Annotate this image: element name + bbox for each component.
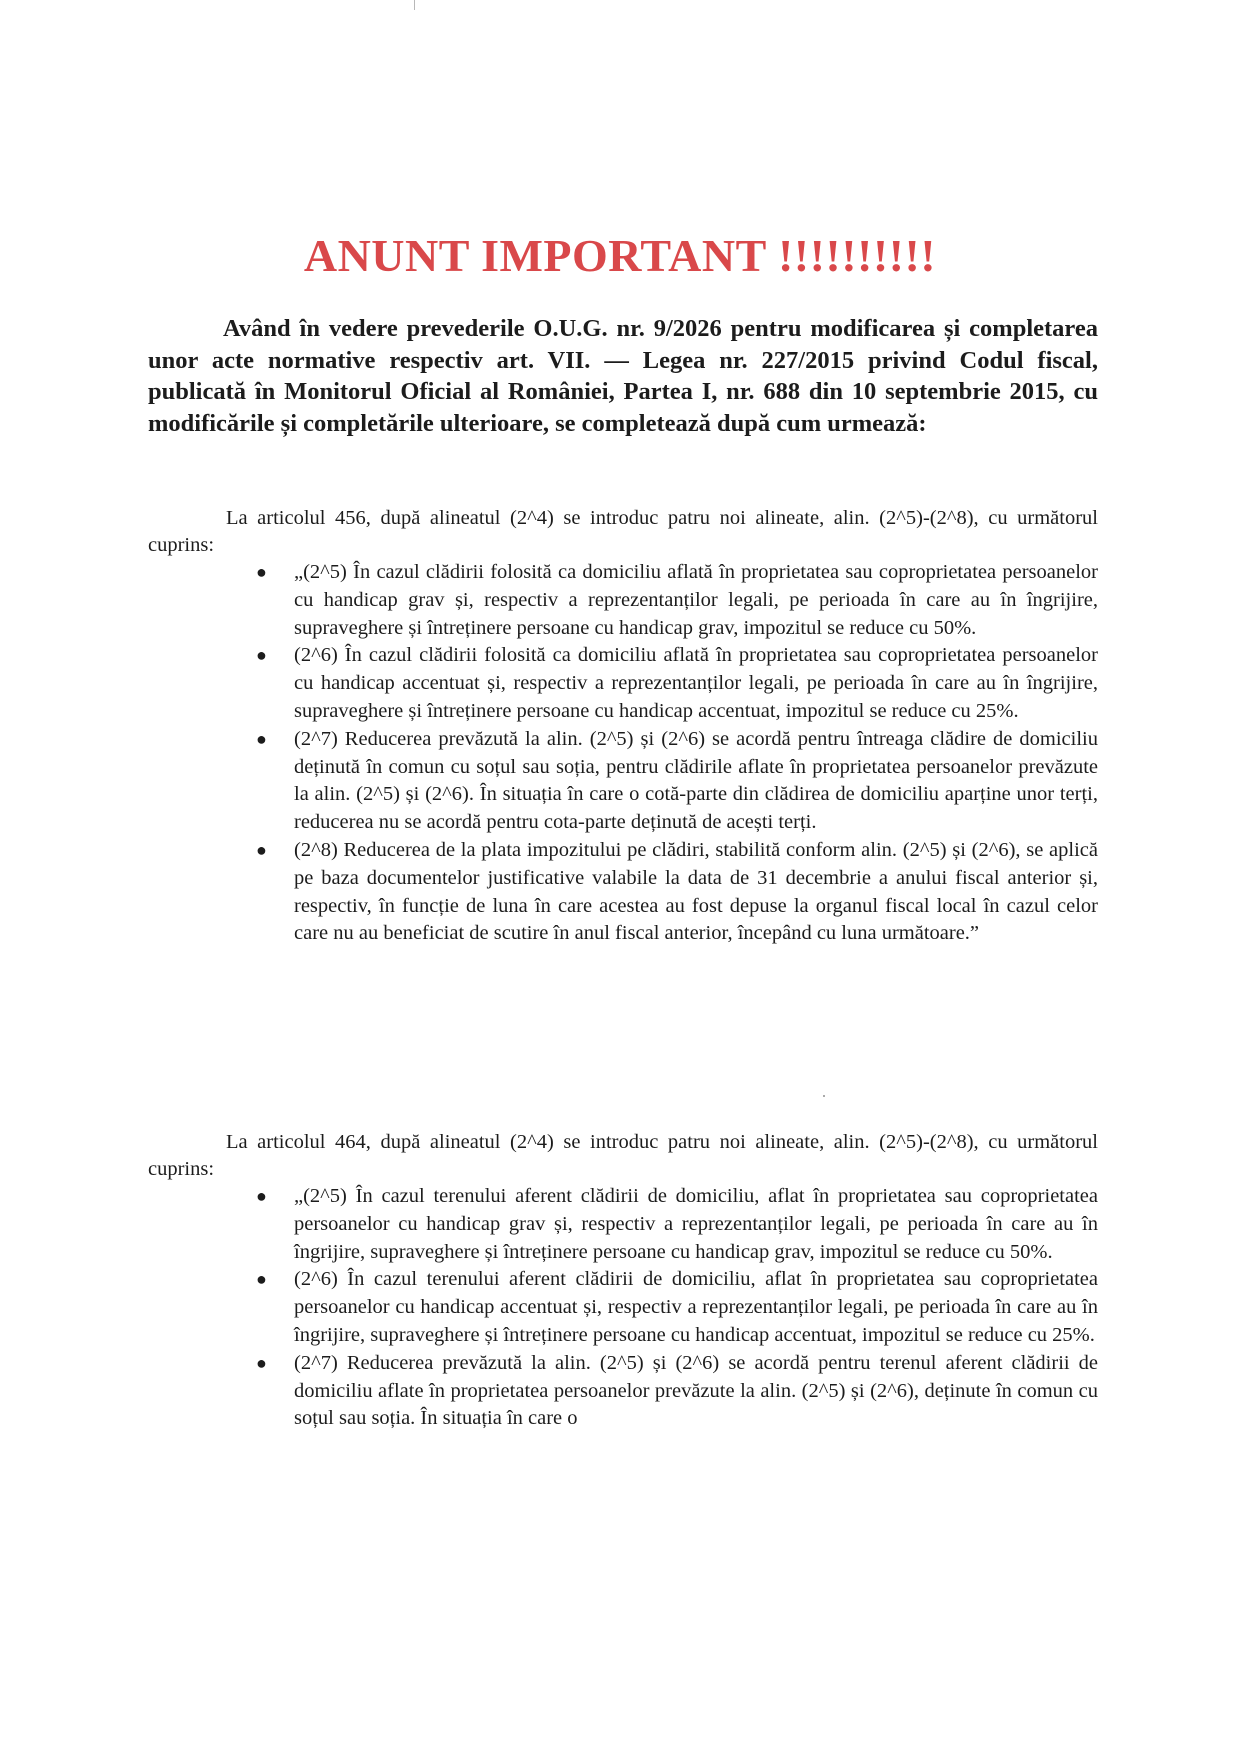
list-item — [148, 1350, 1098, 1433]
section-article-464 — [148, 1129, 1098, 1433]
list-item — [148, 1183, 1098, 1266]
list-item — [148, 837, 1098, 948]
item-list — [148, 1183, 1098, 1433]
bullet-icon: ● — [256, 562, 267, 582]
bullet-icon: ● — [256, 1352, 267, 1373]
list-item — [148, 1266, 1098, 1349]
list-item — [148, 642, 1098, 725]
section-article-456 — [148, 505, 1098, 948]
list-item — [148, 559, 1098, 642]
section-heading: La articolul 456, după alineatul (2^4) se introduc patru noi alineate, alin. (2^5)-(2^8), cu următorul cuprins: — [148, 507, 1098, 556]
item-list — [148, 559, 1098, 948]
bullet-icon: ● — [256, 728, 267, 749]
scan-speck — [823, 1095, 825, 1097]
list-item-text: „(2^5) În cazul terenului aferent clădirii de domiciliu, aflat în proprietatea sau coproprietatea persoanelor cu handicap grav și, respectiv a reprezentanților legali, pe perioada în care au în îngrijire, supraveghere și întreținere persoane cu handicap grav, impozitul se reduce cu 50%. — [294, 1185, 1098, 1263]
list-item-text: (2^6) În cazul terenului aferent clădirii de domiciliu, aflat în proprietatea sau coproprietatea persoanelor cu handicap accentuat și, respectiv a reprezentanților legali, pe perioada în care au în îngrijire, supraveghere și întreținere persoane cu handicap accentuat, impozitul se reduce cu 25%. — [294, 1268, 1098, 1346]
scan-mark — [414, 0, 415, 10]
list-item-text: „(2^5) În cazul clădirii folosită ca domiciliu aflată în proprietatea sau coproprietatea persoanelor cu handicap grav și, respectiv a reprezentanților legali, pe perioada în care au în îngrijire, supraveghere și întreținere persoane cu handicap grav, impozitul se reduce cu 50%. — [294, 561, 1098, 639]
list-item-text: (2^6) În cazul clădirii folosită ca domiciliu aflată în proprietatea sau coproprietatea persoanelor cu handicap accentuat și, respectiv a reprezentanților legali, pe perioada în care au în îngrijire, supraveghere și întreținere persoane cu handicap accentuat, impozitul se reduce cu 25%. — [294, 644, 1098, 722]
bullet-icon: ● — [256, 1269, 267, 1290]
bullet-icon: ● — [256, 839, 267, 860]
list-item-text: (2^7) Reducerea prevăzută la alin. (2^5) și (2^6) se acordă pentru întreaga clădire de domiciliu deținută în comun cu soțul sau soția, pentru clădirile aflate în proprietatea persoanelor prevăzute la alin. (2^5) și (2^6). În situația în care o cotă-parte din clădirea de domiciliu aparține unor terți, reducerea nu se acordă pentru cota-parte deținută de acești terți. — [294, 727, 1098, 834]
page-title: ANUNT IMPORTANT !!!!!!!!!! — [303, 230, 937, 281]
section-heading: La articolul 464, după alineatul (2^4) se introduc patru noi alineate, alin. (2^5)-(2^8), cu următorul cuprins: — [148, 1131, 1098, 1180]
bullet-icon: ● — [256, 645, 267, 666]
bullet-icon: ● — [256, 1186, 267, 1206]
list-item — [148, 726, 1098, 837]
list-item-text: (2^8) Reducerea de la plata impozitului pe clădiri, stabilită conform alin. (2^5) și (2^6), se aplică pe baza documentelor justificative valabile la data de 31 decembrie a anului fiscal anterior și, respectiv, în funcție de luna în care acestea au fost depuse la organul fiscal local în cazul celor care nu au beneficiat de scutire în anul fiscal anterior, începând cu luna următoare.” — [294, 838, 1098, 945]
intro-paragraph: Având în vedere prevederile O.U.G. nr. 9/2026 pentru modificarea și completarea unor acte normative respectiv art. VII. — Legea nr. 227/2015 privind Codul fiscal, publicată în Monitorul Oficial al României, Partea I, nr. 688 din 10 septembrie 2015, cu modificările și completările ulterioare, se completează după cum urmează: — [148, 315, 1098, 437]
list-item-text: (2^7) Reducerea prevăzută la alin. (2^5) și (2^6) se acordă pentru terenul aferent clădirii de domiciliu aflate în proprietatea persoanelor prevăzute la alin. (2^5) și (2^6), deținute în comun cu soțul sau soția. În situația în care o — [294, 1351, 1098, 1430]
